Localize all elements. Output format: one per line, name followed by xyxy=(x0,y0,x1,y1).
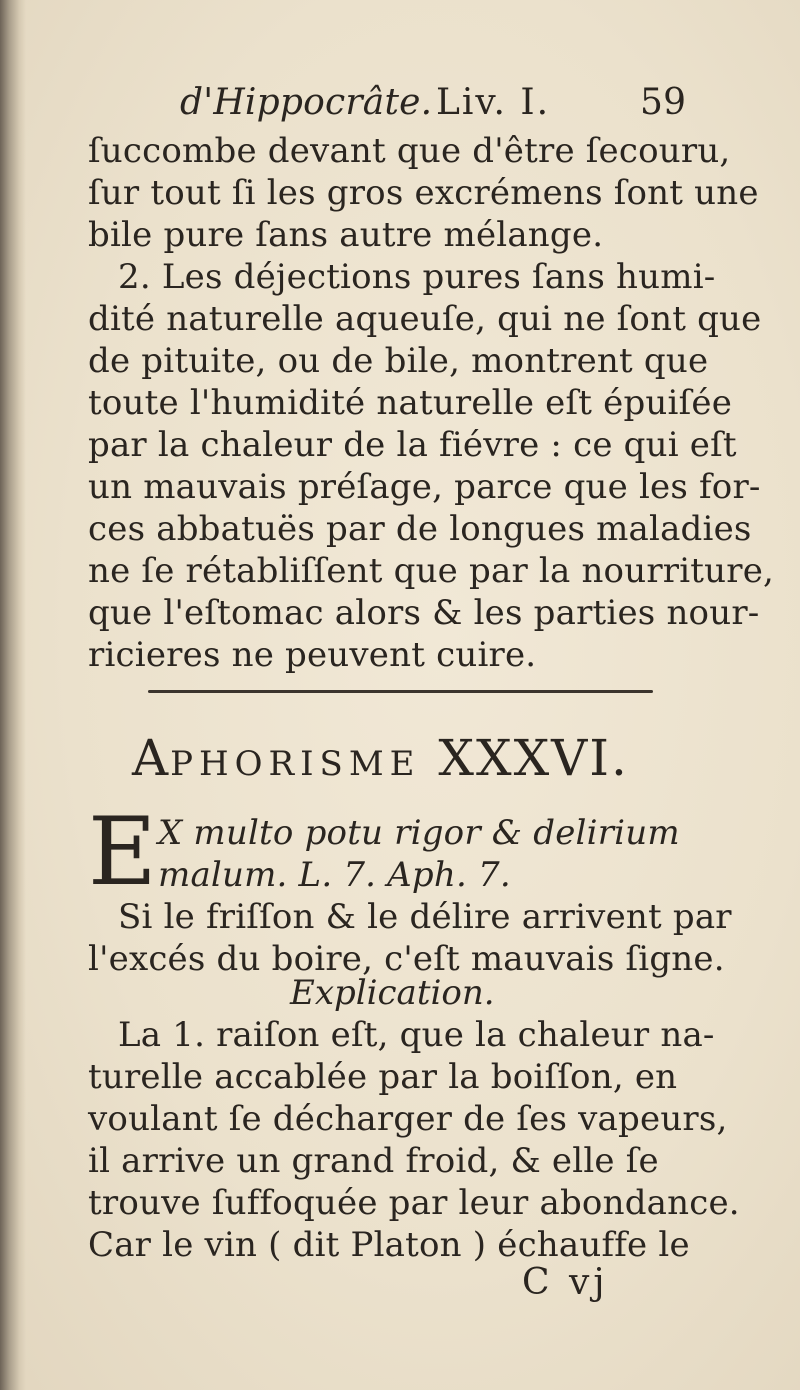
page-number: 59 xyxy=(640,82,687,123)
text-line: ſur tout ſi les gros excrémens ſont une xyxy=(88,173,759,213)
text-line: que l'eſtomac alors & les parties nour- xyxy=(88,593,760,633)
explication-heading: Explication. xyxy=(290,973,495,1013)
text-line: Car le vin ( dit Platon ) échauffe le xyxy=(88,1225,690,1265)
book-number: Liv. I. xyxy=(436,82,551,123)
section-divider xyxy=(148,690,653,693)
signature-mark: C vj xyxy=(522,1262,609,1303)
text-line: un mauvais préſage, parce que les for- xyxy=(88,467,761,507)
running-title: d'Hippocrâte. xyxy=(180,82,433,123)
text-line: il arrive un grand froid, & elle ſe xyxy=(88,1141,659,1181)
text-line: ces abbatuës par de longues maladies xyxy=(88,509,752,549)
latin-text-line: malum. L. 7. Aph. 7. xyxy=(158,855,511,895)
translation-line: Si le friſſon & le délire arrivent par xyxy=(118,897,732,937)
text-line: voulant ſe décharger de ſes vapeurs, xyxy=(88,1099,728,1139)
latin-text-line: X multo potu rigor & delirium xyxy=(158,813,680,853)
text-line: trouve ſuffoquée par leur abondance. xyxy=(88,1183,740,1223)
aphorism-initial: A xyxy=(132,729,171,787)
aphorism-heading xyxy=(132,730,672,792)
text-line: dité naturelle aqueuſe, qui ne ſont que xyxy=(88,299,762,339)
aphorism-word: PHORISME xyxy=(170,744,421,784)
text-line: turelle accablée par la boiſſon, en xyxy=(88,1057,678,1097)
text-line: ne ſe rétabliſſent que par la nourriture, xyxy=(88,551,775,591)
text-line: de pituite, ou de bile, montrent que xyxy=(88,341,709,381)
drop-cap: E xyxy=(88,798,157,907)
aphorism-number: XXXVI. xyxy=(438,729,629,787)
translation-line: l'excés du boire, c'eſt mauvais ſigne. xyxy=(88,939,725,979)
text-line: 2. Les déjections pures ſans humi- xyxy=(118,257,716,297)
text-line: La 1. raiſon eſt, que la chaleur na- xyxy=(118,1015,715,1055)
text-line: par la chaleur de la fiévre : ce qui eſt xyxy=(88,425,737,465)
text-line: ſuccombe devant que d'être ſecouru, xyxy=(88,131,731,171)
text-line: ricieres ne peuvent cuire. xyxy=(88,635,537,675)
text-line: toute l'humidité naturelle eſt épuiſée xyxy=(88,383,733,423)
book-gutter xyxy=(0,0,26,1390)
text-line: bile pure ſans autre mélange. xyxy=(88,215,604,255)
